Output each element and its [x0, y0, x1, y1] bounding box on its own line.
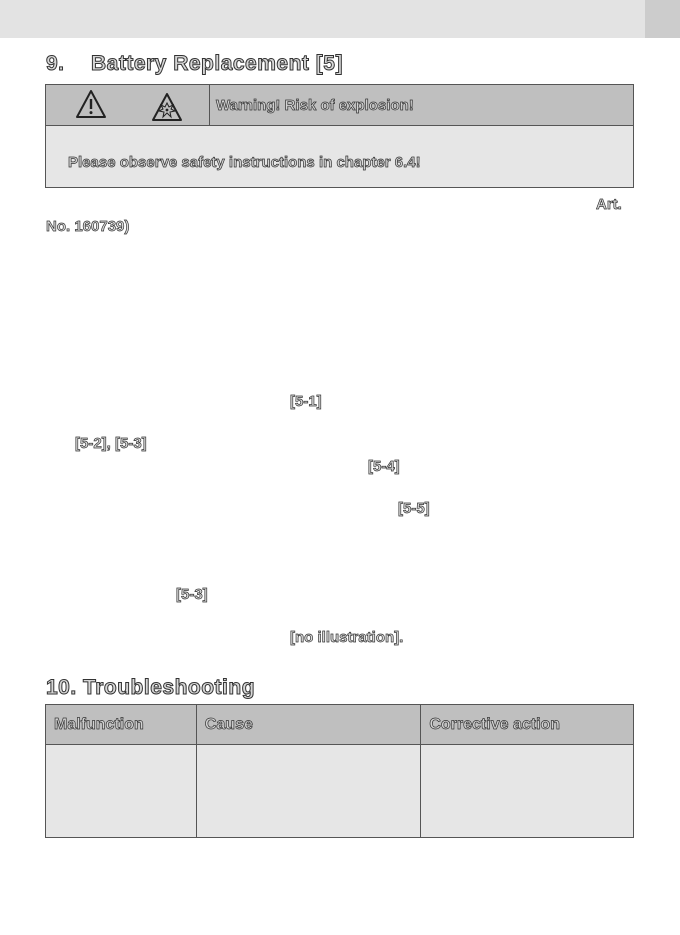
ref-5-3: [5-3] [176, 586, 208, 603]
table-cell [46, 745, 197, 838]
art-label: Art. [596, 196, 622, 213]
ref-5-1: [5-1] [290, 393, 322, 410]
column-corrective-action: Corrective action [421, 705, 634, 745]
section-10-number: 10. [46, 676, 77, 699]
no-illustration-ref: [no illustration]. [290, 629, 404, 646]
section-9-number: 9. [46, 52, 65, 75]
table-row [46, 745, 634, 838]
warning-header [46, 85, 633, 126]
section-10-heading [46, 676, 255, 700]
table-cell [196, 745, 421, 838]
warning-icons-cell [46, 85, 210, 126]
art-number: No. 160739) [46, 218, 130, 235]
header-band [0, 0, 680, 38]
ref-5-5: [5-5] [398, 500, 430, 517]
table-header-row [46, 705, 634, 745]
section-9-title: Battery Replacement [91, 52, 310, 75]
section-9-heading [46, 52, 343, 76]
explosion-hazard-icon [151, 92, 183, 122]
section-10-title: Troubleshooting [83, 676, 256, 699]
ref-5-2-5-3: [5-2], [5-3] [75, 435, 147, 452]
warning-title: Warning! Risk of explosion! [216, 97, 414, 114]
column-cause: Cause [196, 705, 421, 745]
warning-box [45, 84, 634, 188]
column-malfunction: Malfunction [46, 705, 197, 745]
warning-triangle-icon [75, 89, 107, 119]
chapter-tab [645, 0, 680, 38]
troubleshooting-table [45, 704, 634, 838]
table-cell [421, 745, 634, 838]
warning-text: Please observe safety instructions in chapter 6.4! [68, 154, 421, 171]
ref-5-4: [5-4] [368, 458, 400, 475]
section-9-ref: [5] [315, 52, 343, 75]
